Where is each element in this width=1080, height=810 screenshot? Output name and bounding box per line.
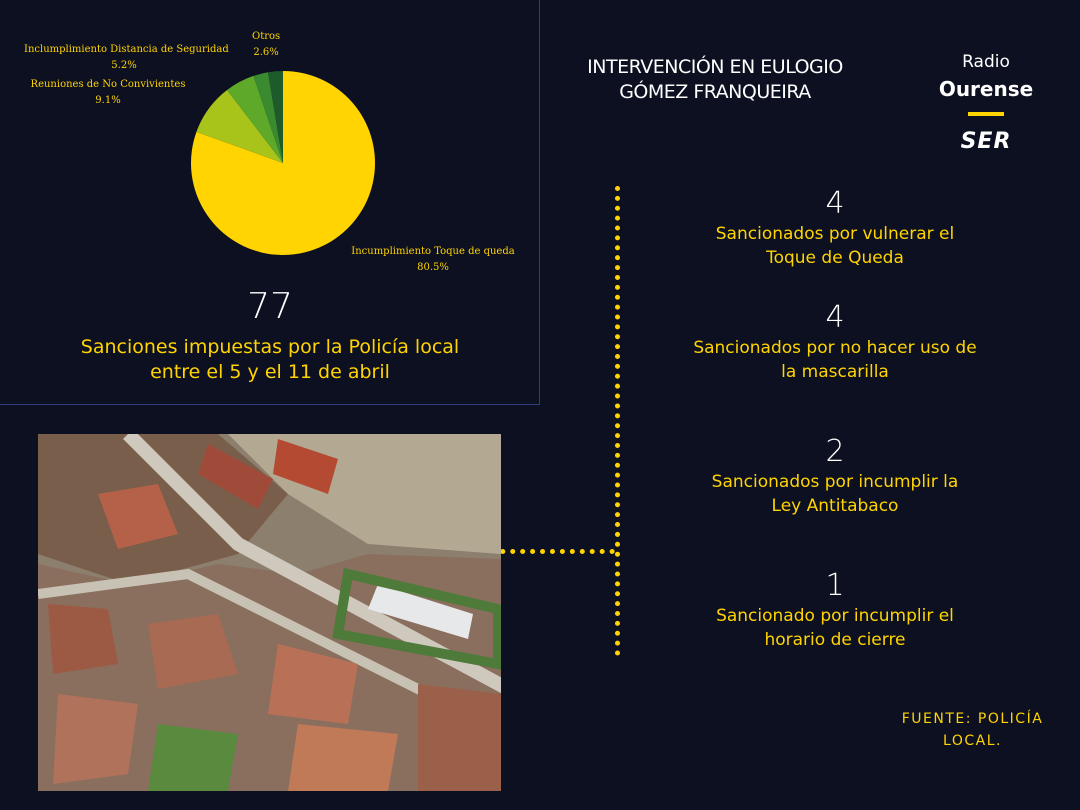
logo-radio-text: Radio <box>962 52 1010 72</box>
pie-label-distancia <box>24 42 229 74</box>
aerial-map-drawing <box>38 434 501 791</box>
pie-label-toque-name: Incumplimiento Toque de queda <box>351 246 515 257</box>
stat-toque-queda <box>680 186 990 270</box>
stat-text: Sancionados por vulnerar el Toque de Queda <box>715 224 955 268</box>
stat-number: 4 <box>825 300 845 335</box>
logo-ser-text: SER <box>960 129 1012 154</box>
logo-accent-bar <box>968 112 1004 116</box>
stat-mascarilla <box>680 300 990 384</box>
stat-number: 1 <box>825 568 845 603</box>
stat-number: 2 <box>825 434 845 469</box>
stat-horario-cierre <box>680 568 990 652</box>
source-note: FUENTE: POLICÍA LOCAL. <box>901 711 1044 749</box>
stat-text: Sancionados por incumplir la Ley Antitabaco <box>711 472 959 516</box>
dotted-vertical-connector <box>615 186 620 656</box>
aerial-map-image <box>38 434 501 791</box>
pie-label-reuniones <box>28 77 188 109</box>
pie-label-otros <box>252 29 280 61</box>
pie-label-reuniones-pct: 9.1% <box>95 95 121 106</box>
pie-label-toque-pct: 80.5% <box>417 262 449 273</box>
pie-label-reuniones-name: Reuniones de No Convivientes <box>30 79 186 90</box>
page-title: INTERVENCIÓN EN EULOGIO GÓMEZ FRANQUEIRA <box>587 56 843 103</box>
stat-number: 4 <box>825 186 845 221</box>
total-sanctions-number: 77 <box>247 286 293 327</box>
total-sanctions-description: Sanciones impuestas por la Policía local entre el 5 y el 11 de abril <box>80 336 460 383</box>
pie-label-otros-pct: 2.6% <box>253 47 279 58</box>
chart-panel <box>0 0 540 405</box>
pie-label-distancia-name: Inclumplimiento Distancia de Seguridad <box>24 44 229 55</box>
stat-text: Sancionados por no hacer uso de la mascarilla <box>693 338 977 382</box>
pie-label-distancia-pct: 5.2% <box>111 60 137 71</box>
logo-city-text: Ourense <box>938 77 1034 101</box>
pie-label-toque <box>348 244 518 276</box>
stat-text: Sancionado por incumplir el horario de cierre <box>716 606 954 650</box>
pie-label-otros-name: Otros <box>252 31 281 42</box>
stat-antitabaco <box>680 434 990 518</box>
